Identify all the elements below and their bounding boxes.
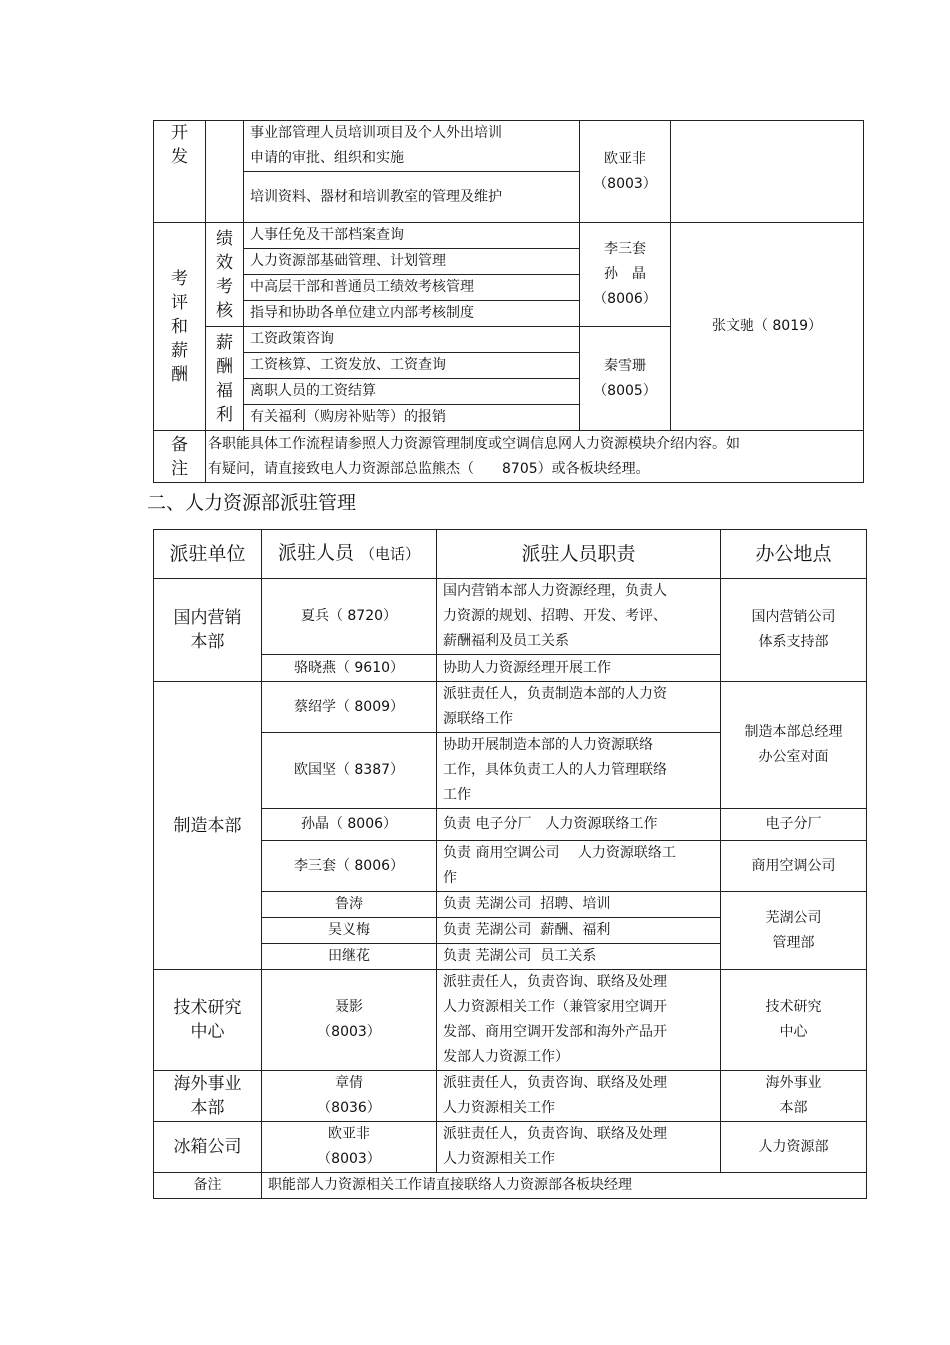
person-cell: 田继花 (262, 944, 437, 970)
sub-label-perf: 绩 效 考 核 (206, 223, 244, 327)
person-cell: 孙晶（ 8006） (262, 809, 437, 841)
location-cell: 国内营销公司 体系支持部 (721, 579, 867, 682)
note-text: 各职能具体工作流程请参照人力资源管理制度或空调信息网人力资源模块介绍内容。如 有疑问，请直接致电人力资源部总监熊杰（ 8705）或各板块经理。 (206, 431, 864, 483)
location-cell: 芜湖公司 管理部 (721, 892, 867, 970)
dispatch-table (153, 529, 867, 1199)
section-label-eval: 考 评 和 薪 酬 (154, 223, 206, 431)
duty-cell: 负责 芜湖公司 员工关系 (437, 944, 721, 970)
note-label: 备注 (154, 1173, 262, 1199)
unit-cell: 冰箱公司 (154, 1122, 262, 1173)
duty-cell: 事业部管理人员培训项目及个人外出培训 申请的审批、组织和实施 (244, 121, 580, 172)
header-location: 办公地点 (721, 530, 867, 579)
section-title: 二、人力资源部派驻管理 (147, 492, 357, 514)
duty-cell: 协助开展制造本部的人力资源联络 工作，具体负责工人的人力管理联络 工作 (437, 733, 721, 809)
header-duty: 派驻人员职责 (437, 530, 721, 579)
header-person: 派驻人员 （电话） (262, 530, 437, 579)
duty-cell: 工资政策咨询 (244, 327, 580, 353)
section-label-dev: 开 发 (154, 121, 206, 223)
person-cell: 骆晓燕（ 9610） (262, 655, 437, 682)
duty-cell: 中高层干部和普通员工绩效考核管理 (244, 275, 580, 301)
duty-cell: 人力资源部基础管理、计划管理 (244, 249, 580, 275)
duty-cell: 派驻责任人，负责咨询、联络及处理 人力资源相关工作（兼管家用空调开 发部、商用空调开发部和海外产品开 发部人力资源工作） (437, 970, 721, 1071)
unit-cell: 技术研究 中心 (154, 970, 262, 1071)
location-cell: 电子分厂 (721, 809, 867, 841)
contact-cell: 欧亚非 （8003） (580, 121, 671, 223)
responsibility-table (153, 120, 864, 483)
duty-cell: 人事任免及干部档案查询 (244, 223, 580, 249)
duty-cell: 工资核算、工资发放、工资查询 (244, 353, 580, 379)
duty-cell: 有关福利（购房补贴等）的报销 (244, 405, 580, 431)
person-cell: 欧亚非 （8003） (262, 1122, 437, 1173)
location-cell: 海外事业 本部 (721, 1071, 867, 1122)
duty-cell: 派驻责任人，负责制造本部的人力资 源联络工作 (437, 682, 721, 733)
unit-cell: 海外事业 本部 (154, 1071, 262, 1122)
duty-cell: 负责 商用空调公司 人力资源联络工 作 (437, 841, 721, 892)
location-cell: 技术研究 中心 (721, 970, 867, 1071)
duty-cell: 负责 芜湖公司 招聘、培训 (437, 892, 721, 918)
duty-cell: 离职人员的工资结算 (244, 379, 580, 405)
person-cell: 吴义梅 (262, 918, 437, 944)
sub-label-salary: 薪 酬 福 利 (206, 327, 244, 431)
duty-cell: 负责 电子分厂 人力资源联络工作 (437, 809, 721, 841)
unit-cell: 国内营销 本部 (154, 579, 262, 682)
duty-cell: 派驻责任人，负责咨询、联络及处理 人力资源相关工作 (437, 1122, 721, 1173)
manager-cell: 张文驰（ 8019） (671, 223, 864, 431)
note-label: 备 注 (154, 431, 206, 483)
contact-cell: 李三套 孙 晶 （8006） (580, 223, 671, 327)
location-cell: 商用空调公司 (721, 841, 867, 892)
person-cell: 聂影 （8003） (262, 970, 437, 1071)
location-cell: 人力资源部 (721, 1122, 867, 1173)
contact-cell: 秦雪珊 （8005） (580, 327, 671, 431)
unit-cell: 制造本部 (154, 682, 262, 970)
duty-cell: 培训资料、器材和培训教室的管理及维护 (244, 172, 580, 223)
person-cell: 鲁涛 (262, 892, 437, 918)
manager-cell (671, 121, 864, 223)
duty-cell: 派驻责任人，负责咨询、联络及处理 人力资源相关工作 (437, 1071, 721, 1122)
note-text: 职能部人力资源相关工作请直接联络人力资源部各板块经理 (262, 1173, 867, 1199)
person-cell: 章倩 （8036） (262, 1071, 437, 1122)
person-cell: 夏兵（ 8720） (262, 579, 437, 655)
duty-cell: 指导和协助各单位建立内部考核制度 (244, 301, 580, 327)
duty-cell: 国内营销本部人力资源经理，负责人 力资源的规划、招聘、开发、考评、 薪酬福利及员工关系 (437, 579, 721, 655)
person-cell: 李三套（ 8006） (262, 841, 437, 892)
header-unit: 派驻单位 (154, 530, 262, 579)
duty-cell: 协助人力资源经理开展工作 (437, 655, 721, 682)
person-cell: 欧国坚（ 8387） (262, 733, 437, 809)
duty-cell: 负责 芜湖公司 薪酬、福利 (437, 918, 721, 944)
location-cell: 制造本部总经理 办公室对面 (721, 682, 867, 809)
sub-label-empty (206, 121, 244, 223)
person-cell: 蔡绍学（ 8009） (262, 682, 437, 733)
